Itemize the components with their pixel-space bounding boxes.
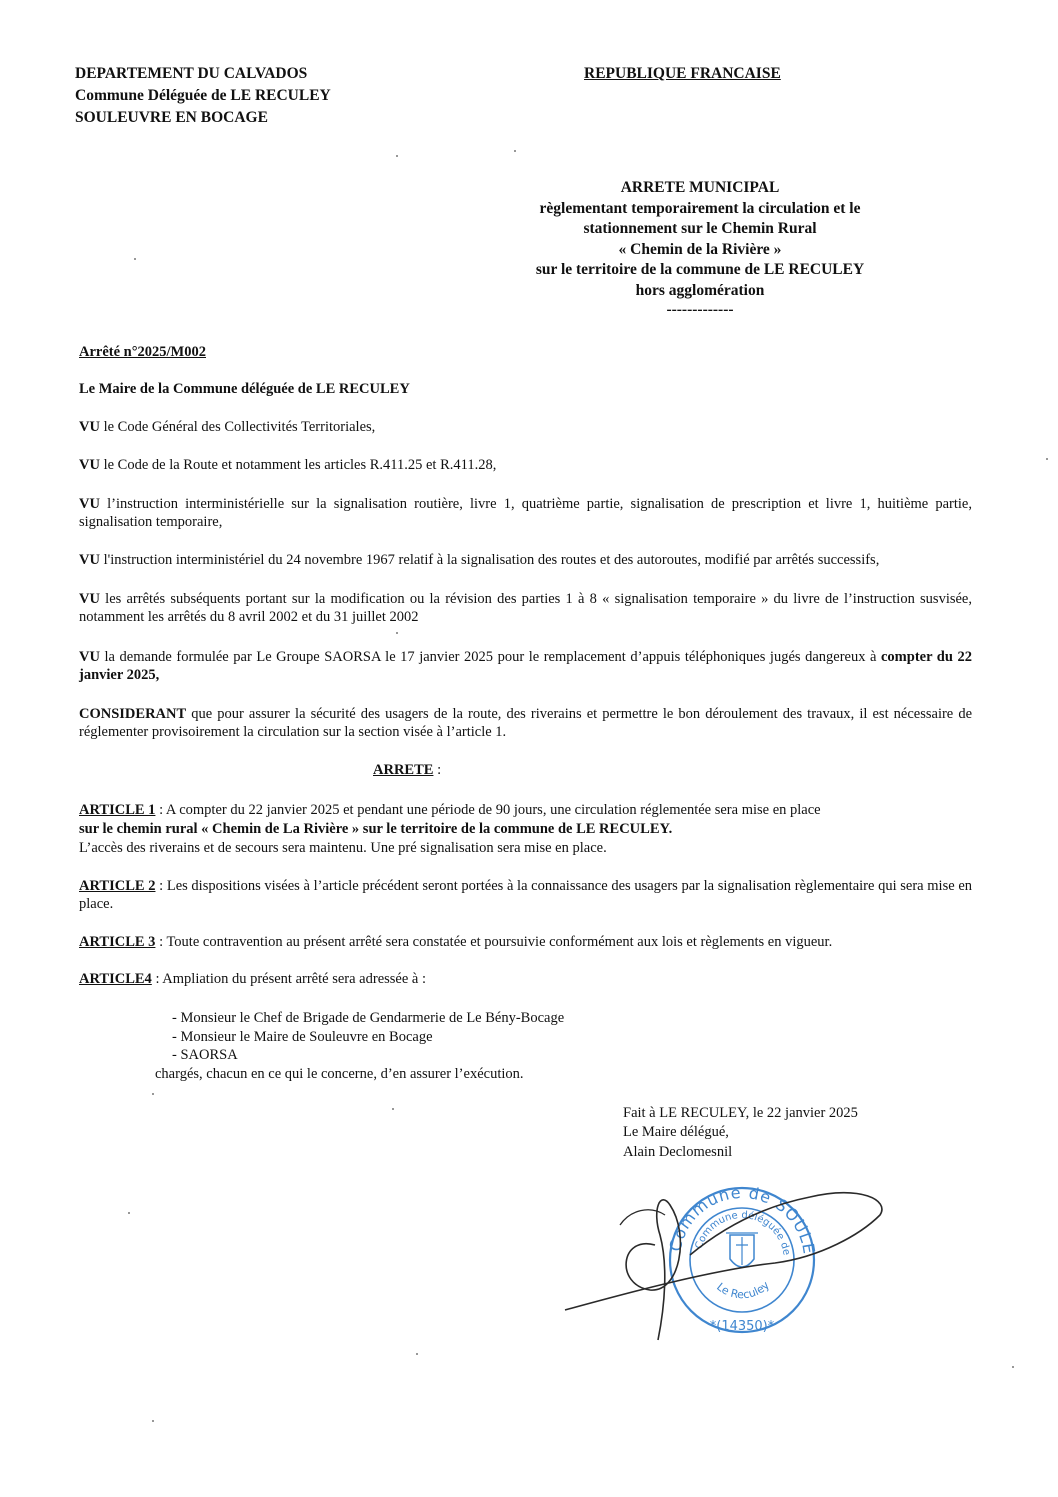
scan-speck bbox=[514, 150, 516, 152]
consideration-item: VU l’instruction interministérielle sur la signalisation routière, livre 1, quatrième partie, signalisation de prescription et livre 1, huitième partie, signalisation temporaire, bbox=[79, 496, 972, 530]
signature-block bbox=[623, 1104, 858, 1162]
list-item: - SAORSA bbox=[172, 1047, 238, 1064]
recipient-list bbox=[172, 1009, 564, 1065]
article-1: ARTICLE 1 : A compter du 22 janvier 2025 et pendant une période de 90 jours, une circulation réglementée sera mise en place sur le chemin rural « Chemin de La Rivière » sur le territoire de la commune de LE RECULEY. L’accès des riverains et de secours sera maintenu. Une pré signalisation sera mise en place. bbox=[79, 802, 821, 856]
closing-statement: chargés, chacun en ce qui le concerne, d’en assurer l’exécution. bbox=[155, 1066, 524, 1082]
scan-speck bbox=[1046, 458, 1048, 460]
article-label: ARTICLE4 bbox=[79, 971, 152, 987]
commune-heading: Commune Déléguée de LE RECULEY bbox=[75, 87, 331, 104]
title-line: sur le territoire de la commune de LE RECULEY bbox=[535, 261, 865, 279]
scan-speck bbox=[128, 1212, 130, 1214]
consideration-item: VU le Code de la Route et notamment les articles R.411.25 et R.411.28, bbox=[79, 457, 497, 473]
svg-text:*(14350)*: *(14350)* bbox=[709, 1319, 775, 1334]
place-date: Fait à LE RECULEY, le 22 janvier 2025 bbox=[623, 1105, 858, 1121]
title-line: hors agglomération bbox=[635, 281, 765, 299]
title-line: règlementant temporairement la circulation et le bbox=[539, 199, 861, 217]
stamp-and-signature bbox=[560, 1175, 890, 1345]
scan-speck bbox=[392, 1108, 394, 1110]
official-stamp-icon bbox=[560, 1175, 890, 1345]
souleuvre-heading: SOULEUVRE EN BOCAGE bbox=[75, 109, 268, 126]
department-heading: DEPARTEMENT DU CALVADOS bbox=[75, 65, 308, 82]
consideration-item: VU le Code Général des Collectivités Territoriales, bbox=[79, 419, 376, 435]
republic-heading: REPUBLIQUE FRANCAISE bbox=[584, 65, 781, 82]
title-separator: ------------- bbox=[666, 300, 734, 318]
svg-text:Le Reculey: Le Reculey bbox=[714, 1278, 773, 1302]
scan-speck bbox=[416, 1353, 418, 1355]
scan-speck bbox=[152, 1420, 154, 1422]
signatory-name: Alain Declomesnil bbox=[623, 1143, 733, 1160]
arrete-heading: ARRETE : bbox=[373, 762, 442, 778]
list-item: - Monsieur le Chef de Brigade de Gendarmerie de Le Bény-Bocage bbox=[172, 1010, 565, 1026]
scan-speck bbox=[396, 632, 398, 634]
scan-speck bbox=[396, 155, 398, 157]
article-2: ARTICLE 2 : Les dispositions visées à l’article précédent seront portées à la connaissance des usagers par la signalisation règlementaire qui sera mise en place. bbox=[79, 878, 973, 912]
svg-text:Commune de SOULEUVRE EN BOCAGE: Commune de SOULE bbox=[665, 1182, 819, 1256]
consideration-item: VU la demande formulée par Le Groupe SAORSA le 17 janvier 2025 pour le remplacement d’appuis téléphoniques jugés dangereux à compter du 22 janvier 2025, bbox=[79, 649, 972, 683]
decree-title bbox=[470, 178, 930, 318]
consideration-item: CONSIDERANT que pour assurer la sécurité des usagers de la route, des riverains et permettre le bon déroulement des travaux, il est nécessaire de réglementer provisoirement la circulation sur la section visée à l’article 1. bbox=[79, 706, 972, 740]
consideration-item: VU les arrêtés subséquents portant sur la modification ou la révision des parties 1 à 8 « signalisation temporaire » du livre de l’instruction susvisée, notamment les arrêtés du 8 avril 2002 et du 31 juillet 2002 bbox=[79, 591, 972, 625]
mayor-intro: Le Maire de la Commune déléguée de LE RECULEY bbox=[79, 381, 410, 397]
scan-speck bbox=[134, 258, 136, 260]
consideration-item: VU l'instruction interministériel du 24 novembre 1967 relatif à la signalisation des routes et des autoroutes, modifié par arrêtés successifs, bbox=[79, 552, 880, 568]
title-line: stationnement sur le Chemin Rural bbox=[583, 220, 817, 238]
decree-number: Arrêté n°2025/M002 bbox=[79, 344, 206, 360]
article-label: ARTICLE 1 bbox=[79, 802, 156, 818]
title-line: ARRETE MUNICIPAL bbox=[620, 179, 780, 196]
article-label: ARTICLE 3 bbox=[79, 934, 156, 950]
article-label: ARTICLE 2 bbox=[79, 878, 156, 894]
title-line: « Chemin de la Rivière » bbox=[618, 240, 782, 258]
article-3: ARTICLE 3 : Toute contravention au présent arrêté sera constatée et poursuivie conformément aux lois et règlements en vigueur. bbox=[79, 934, 833, 950]
scan-speck bbox=[1012, 1366, 1014, 1368]
scan-speck bbox=[152, 1093, 154, 1095]
list-item: - Monsieur le Maire de Souleuvre en Bocage bbox=[172, 1028, 433, 1045]
signatory-role: Le Maire délégué, bbox=[623, 1124, 729, 1141]
article-4: ARTICLE4 : Ampliation du présent arrêté sera adressée à : bbox=[79, 971, 426, 987]
svg-text:Commune déléguée de: Commune déléguée de bbox=[693, 1209, 792, 1257]
